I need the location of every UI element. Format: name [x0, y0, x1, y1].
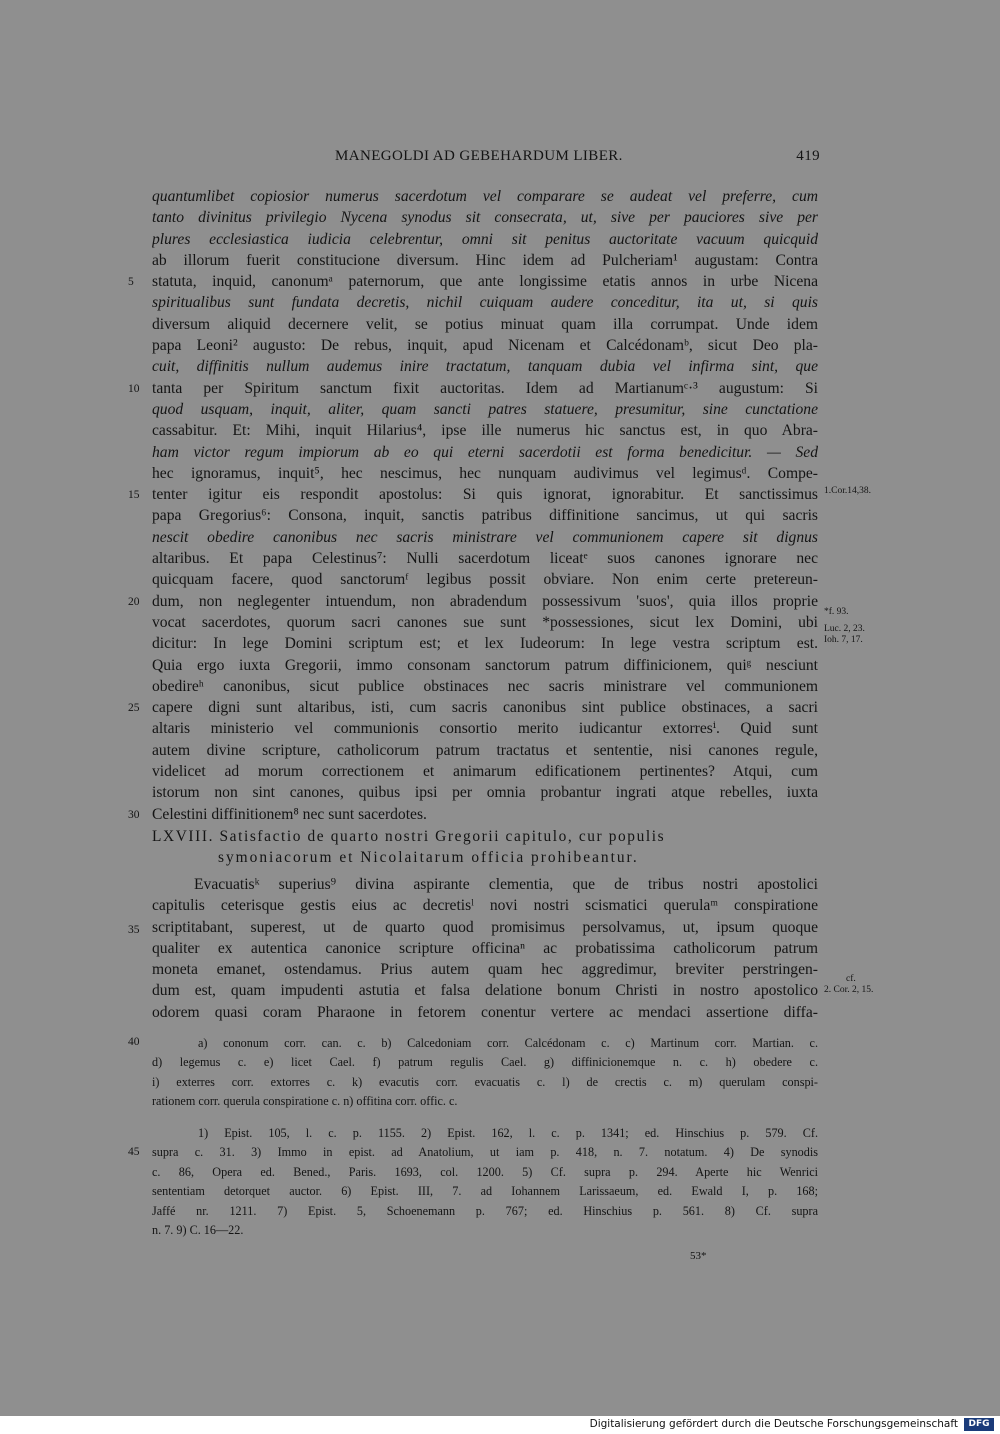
text-line: spiritualibus sunt fundata decretis, nichil cuiquam audere conceditur, ita ut, si quis — [152, 294, 818, 312]
text-line: videlicet ad morum correctionem et animarum edificationem pertinentes? Atqui, cum — [152, 763, 818, 781]
text-line: papa Leoni² augusto: De rebus, inquit, apud Nicenam et Calcédonamᵇ, sicut Deo pla- — [152, 337, 818, 355]
footer-banner — [0, 1416, 1000, 1434]
line-number: 40 — [128, 1036, 140, 1048]
line-number: 10 — [128, 383, 140, 395]
text-line: dicitur: In lege Domini scriptum est; et lex Iudeorum: In lege vestra scriptum est. — [152, 635, 818, 653]
source-notes — [152, 1124, 818, 1240]
text-line: capitulis ceterisque gestis eius ac decretisˡ novi nostri scismatici querulaᵐ conspiratione — [152, 897, 818, 915]
text-line: diversum aliquid decernere velit, se potius minuat quam illa corrumpat. Unde idem — [152, 315, 818, 333]
text-line: quicquam facere, quod sanctorumᶠ legibus possit obviare. Non enim certe pretereun- — [152, 571, 818, 589]
text-line: ab illorum fuerit constitucione diversum. Hinc idem ad Pulcheriam¹ augustam: Contra — [152, 251, 818, 269]
text-line: hec ignoramus, inquit⁵, hec nescimus, hec nunquam audivimus vel legimusᵈ. Compe- — [152, 464, 818, 482]
text-line: nescit obedire canonibus nec sacris ministrare vel communionem capere sit dignus — [152, 528, 818, 546]
text-line: cassabitur. Et: Mihi, inquit Hilarius⁴, ipse ille numerus hic sanctus est, in quo Abra- — [152, 422, 818, 440]
source-note-line: c. 86, Opera ed. Bened., Paris. 1693, col. 1200. 5) Cf. supra p. 294. Aperte hic Wenrici — [152, 1164, 818, 1179]
footer-text: Digitalisierung gefördert durch die Deutsche Forschungsgemeinschaft — [589, 1418, 958, 1430]
text-line: qualiter ex autentica canonice scripture officinaⁿ ac probatissima catholicorum patrum — [152, 939, 818, 957]
line-number: 25 — [128, 702, 140, 714]
margin-note: Luc. 2, 23. — [824, 624, 865, 634]
main-text — [152, 186, 818, 825]
text-line: Celestini diffinitionem⁸ nec sunt sacerdotes. — [152, 805, 427, 823]
margin-note: 2. Cor. 2, 15. — [824, 985, 874, 995]
line-number: 15 — [128, 489, 140, 501]
apparatus-line: rationem corr. querula conspiratione c. n) offitina corr. offic. c. — [152, 1094, 458, 1109]
text-line: istorum non sint canones, quibus ipsi per omnia probantur ingrati atque rebelles, iuxta — [152, 784, 818, 802]
line-number: 45 — [128, 1146, 140, 1158]
text-line: ham victor regum impiorum ab eo qui eterni sacerdotii est forma benedicitur. — Sed — [152, 443, 818, 461]
chapter-heading: LXVIII. Satisfactio de quarto nostri Gregorii capitulo, cur populis — [152, 828, 666, 845]
page-number: 419 — [796, 148, 820, 164]
line-number: 35 — [128, 924, 140, 936]
text-line: quod usquam, inquit, aliter, quam sancti patres statuere, presumitur, sine cunctatione — [152, 400, 818, 418]
source-note-line: 1) Epist. 105, l. c. p. 1155. 2) Epist. 162, l. c. p. 1341; ed. Hinschius p. 579. Cf. — [198, 1126, 818, 1140]
text-line: capere digni sunt altaribus, isti, cum sacris canonibus sint publice obstinaces, a sacri — [152, 699, 818, 717]
text-line: moneta emanet, ostendamus. Prius autem quam hec aggredimur, breviter perstringen- — [152, 961, 818, 979]
line-number: 5 — [128, 276, 134, 288]
text-line: tenter igitur eis respondit apostolus: Si quis ignorat, ignorabitur. Et sanctissimus — [152, 486, 818, 504]
text-line: altaribus. Et papa Celestinus⁷: Nulli sacerdotum liceatᵉ suos canones ignorare nec — [152, 550, 818, 568]
text-line: papa Gregorius⁶: Consona, inquit, sanctis patribus diffinitione sancimus, ut qui sacris — [152, 507, 818, 525]
text-line: scriptitabant, superest, ut de quarto quod promisimus persolvamus, ut, ipsum quoque — [152, 918, 818, 936]
text-line: tanta per Spiritum sanctum fixit auctoritas. Idem ad Martianumᶜ·³ augustum: Si — [152, 379, 818, 397]
signature-mark: 53* — [690, 1250, 707, 1262]
text-line: autem divine scripture, catholicorum patrum tractatus et sententie, nisi canones regule, — [152, 741, 818, 759]
critical-apparatus — [152, 1034, 818, 1112]
chapter-section — [152, 826, 818, 1023]
text-line: odorem quasi coram Pharaone in fetorem conentur vertere ac mendaci assertione diffa- — [152, 1003, 818, 1021]
apparatus-line: i) exterres corr. extorres c. k) evacutis corr. evacuatis c. l) de crectis c. m) querulam conspi- — [152, 1074, 818, 1089]
text-line: dum est, quam impudenti astutia et falsa delatione bonum Christi in nostro apostolico — [152, 982, 818, 1000]
source-note-line: Jaffé nr. 1211. 7) Epist. 5, Schoenemann p. 767; ed. Hinschius p. 561. 8) Cf. supra — [152, 1203, 818, 1218]
margin-note: cf. — [846, 974, 856, 984]
text-line: altaris ministerio vel communionis consortio merito iudicantur extorresⁱ. Quid sunt — [152, 720, 818, 738]
apparatus-line: a) cononum corr. can. c. b) Calcedoniam corr. Calcédonam c. c) Martinum corr. Martian. c. — [198, 1036, 818, 1050]
text-line: plures ecclesiastica iudicia celebrentur, omni sit penitus auctoritate vacuum quicquid — [152, 230, 818, 248]
text-line: quantumlibet copiosior numerus sacerdotum vel comparare se audeat vel preferre, cum — [152, 188, 818, 205]
text-line: dum, non neglegenter intuendum, non abradendum possessivum 'suos', quia illos proprie — [152, 592, 818, 610]
text-line: tanto divinitus privilegio Nycena synodus sit consecrata, ut, sive per pauciores sive per — [152, 209, 818, 227]
source-note-line: sententiam detorquet auctor. 6) Epist. III, 7. ad Iohannem Larissaeum, ed. Ewald I, p. 168; — [152, 1184, 818, 1199]
text-line: statuta, inquid, canonumᵃ paternorum, que ante longissime etatis annos in urbe Nicena — [152, 273, 818, 291]
source-note-line: supra c. 31. 3) Immo in epist. ad Anatolium, ut iam p. 418, n. 7. notatum. 4) De synodis — [152, 1145, 818, 1160]
text-line: cuit, diffinitis nullum audemus inire tractatum, tanquam dubia vel infirma sint, que — [152, 358, 818, 376]
line-number: 20 — [128, 596, 140, 608]
text-line: obedireʰ canonibus, sicut publice obstinaces nec sacris ministrare vel communionem — [152, 677, 818, 695]
text-line: vocat sacerdotes, quorum sacri canones sue sunt *possessiones, sicut lex Domini, ubi — [152, 613, 818, 631]
source-note-line: n. 7. 9) C. 16—22. — [152, 1222, 244, 1237]
running-title: MANEGOLDI AD GEBEHARDUM LIBER. — [335, 148, 623, 164]
margin-note: Ioh. 7, 17. — [824, 635, 863, 645]
text-line: Quia ergo iuxta Gregorii, immo consonam sanctorum patrum diffinicionem, quiᵍ nesciunt — [152, 656, 818, 674]
margin-note: *f. 93. — [824, 607, 849, 617]
chapter-heading-continuation: symoniacorum et Nicolaitarum officia prohibeantur. — [218, 849, 639, 866]
text-line: Evacuatisᵏ superius⁹ divina aspirante clementia, que de tribus nostri apostolici — [194, 876, 818, 893]
line-number: 30 — [128, 809, 140, 821]
apparatus-line: d) legemus c. e) licet Cael. f) patrum regulis Cael. g) diffinicionemque n. c. h) obedere c. — [152, 1055, 818, 1070]
dfg-logo: DFG — [964, 1418, 994, 1431]
margin-note: 1.Cor.14,38. — [824, 486, 871, 496]
